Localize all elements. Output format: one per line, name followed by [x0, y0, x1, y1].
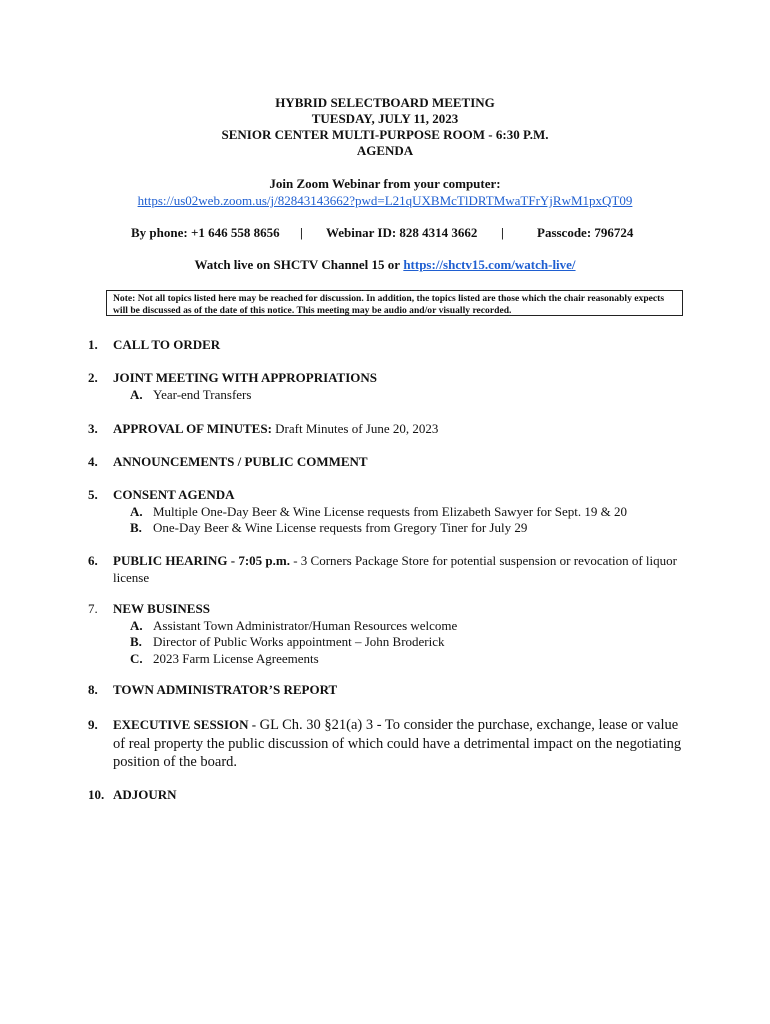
watch-live-link[interactable]: https://shctv15.com/watch-live/ [403, 257, 576, 272]
item-number: 1. [88, 337, 98, 352]
sub-text: One-Day Beer & Wine License requests from Gregory Tiner for July 29 [153, 520, 528, 535]
item-detail: - 3 Corners Package Store for potential suspension or revocation of liquor license [113, 553, 677, 585]
item-number: 9. [88, 717, 98, 732]
item-title: ADJOURN [113, 787, 177, 802]
item-number: 5. [88, 487, 98, 502]
sub-letter: C. [130, 651, 143, 666]
sub-text: Assistant Town Administrator/Human Resources welcome [153, 618, 458, 633]
separator: | [300, 225, 303, 240]
phone-number: By phone: +1 646 558 8656 [131, 225, 280, 240]
item-title: CALL TO ORDER [113, 337, 221, 352]
watch-live-label: Watch live on SHCTV Channel 15 or [194, 257, 401, 272]
item-title: TOWN ADMINISTRATOR’S REPORT [113, 682, 338, 697]
item-title: PUBLIC HEARING - 7:05 p.m. [113, 553, 290, 568]
sub-letter: A. [130, 387, 143, 402]
sub-text: Multiple One-Day Beer & Wine License requests from Elizabeth Sawyer for Sept. 19 & 20 [153, 504, 627, 519]
meeting-date: TUESDAY, JULY 11, 2023 [311, 111, 459, 126]
watch-live-line [0, 257, 770, 273]
separator: | [501, 225, 504, 240]
note-box: Note: Not all topics listed here may be reached for discussion. In addition, the topics listed are those which the chair reasonably expects will be discussed as of the date of this notice. This meeting may be audio and/or visually recorded. [106, 290, 683, 316]
item-number: 8. [88, 682, 98, 697]
item-number: 10. [88, 787, 105, 802]
sub-text: Year-end Transfers [153, 387, 252, 402]
zoom-link[interactable]: https://us02web.zoom.us/j/82843143662?pwd=L21qUXBMcTlDRTMwaTFrYjRwM1pxQT09 [137, 193, 633, 208]
item-number: 2. [88, 370, 98, 385]
item-detail: GL Ch. 30 §21(a) 3 - To consider the purchase, exchange, lease or value of real property the public discussion of which could have a detrimental impact on the negotiating position of the board. [113, 717, 682, 770]
meeting-location: SENIOR CENTER MULTI-PURPOSE ROOM - 6:30 P.M. [221, 127, 549, 142]
item-number: 6. [88, 553, 98, 568]
agenda-heading: AGENDA [356, 143, 414, 158]
header-title [0, 95, 770, 159]
sub-text: 2023 Farm License Agreements [153, 651, 319, 666]
sub-letter: B. [130, 634, 142, 649]
webinar-id: Webinar ID: 828 4314 3662 [326, 225, 478, 240]
meeting-title: HYBRID SELECTBOARD MEETING [275, 95, 495, 110]
item-number: 4. [88, 454, 98, 469]
sub-letter: A. [130, 504, 143, 519]
item-title: JOINT MEETING WITH APPROPRIATIONS [113, 370, 378, 385]
zoom-join-label: Join Zoom Webinar from your computer: [269, 176, 501, 191]
item-title: EXECUTIVE SESSION - [113, 717, 257, 732]
item-title: NEW BUSINESS [113, 601, 210, 616]
sub-letter: B. [130, 520, 142, 535]
sub-text: Director of Public Works appointment – John Broderick [153, 634, 445, 649]
sub-letter: A. [130, 618, 143, 633]
passcode: Passcode: 796724 [537, 225, 634, 240]
item-number: 3. [88, 421, 98, 436]
item-title: ANNOUNCEMENTS / PUBLIC COMMENT [113, 454, 368, 469]
item-number: 7. [88, 601, 98, 616]
item-title: APPROVAL OF MINUTES: [113, 421, 272, 436]
item-detail: Draft Minutes of June 20, 2023 [271, 421, 439, 436]
item-title: CONSENT AGENDA [113, 487, 235, 502]
